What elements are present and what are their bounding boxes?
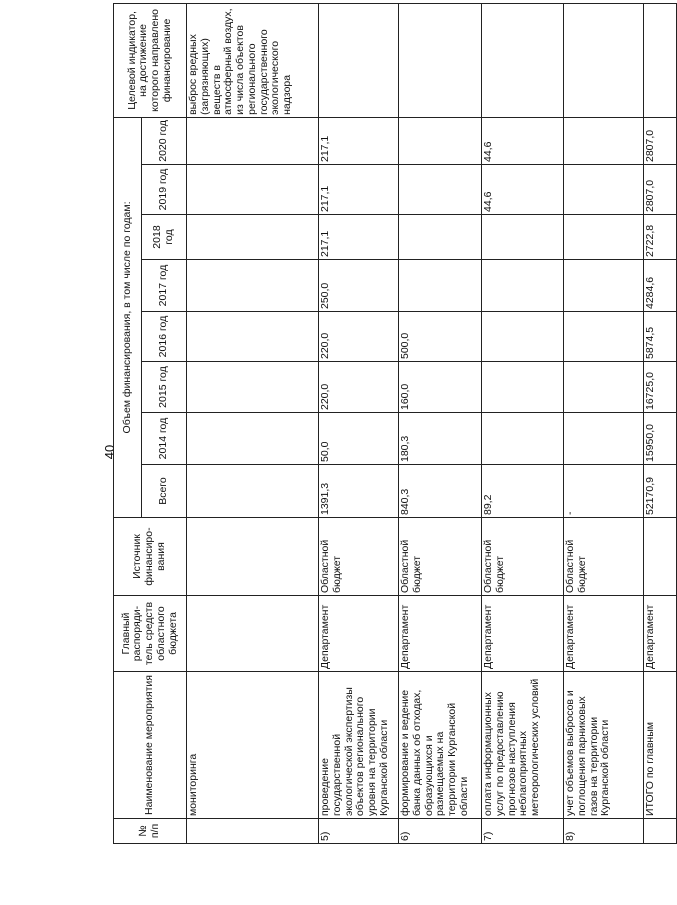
row-num-cell: 5) bbox=[319, 819, 399, 844]
row-source-cell: Областной бюджет bbox=[482, 518, 564, 596]
row-source-cell: Областной бюджет bbox=[399, 518, 482, 596]
row-year-value-cell: 50,0 bbox=[319, 413, 399, 465]
page-number: 40 bbox=[102, 444, 117, 460]
row-num-cell bbox=[187, 819, 319, 844]
row-source-cell bbox=[187, 518, 319, 596]
table-row bbox=[399, 3, 482, 843]
row-year-value-cell: 217,1 bbox=[319, 117, 399, 164]
header-indicator: Целевой индикатор, на достижение которого направлено финансирование bbox=[114, 3, 187, 117]
row-year-value-cell bbox=[482, 312, 564, 362]
header-row bbox=[114, 3, 142, 843]
row-year-value-cell bbox=[399, 215, 482, 260]
table-row bbox=[644, 3, 677, 843]
row-year-value-cell bbox=[564, 215, 644, 260]
row-num-cell: 7) bbox=[482, 819, 564, 844]
row-year-value-cell bbox=[187, 362, 319, 413]
row-year-value-cell: 220,0 bbox=[319, 312, 399, 362]
rotated-table-container bbox=[113, 8, 656, 844]
row-year-value-cell: 160,0 bbox=[399, 362, 482, 413]
row-name-cell: формирование и ведение банка данных об отходах, образующихся и размещаемых на территории Курганской области bbox=[399, 672, 482, 819]
row-year-value-cell: 217,1 bbox=[319, 215, 399, 260]
row-year-value-cell bbox=[482, 362, 564, 413]
row-indicator-cell bbox=[482, 3, 564, 117]
row-total-cell: 89,2 bbox=[482, 465, 564, 518]
header-manager: Главный распоряди-тель средств областного бюджета bbox=[114, 596, 187, 672]
row-name-cell: ИТОГО по главным bbox=[644, 672, 677, 819]
row-year-value-cell: 250,0 bbox=[319, 260, 399, 312]
header-year-2015: 2015 год bbox=[142, 362, 187, 413]
header-year-2020: 2020 год bbox=[142, 117, 187, 164]
header-funding-group: Объем финансирования, в том числе по годам: bbox=[114, 117, 142, 517]
row-year-value-cell bbox=[399, 117, 482, 164]
row-manager-cell: Департамент bbox=[482, 596, 564, 672]
row-year-value-cell bbox=[187, 413, 319, 465]
row-year-value-cell: 4284,6 bbox=[644, 260, 677, 312]
header-total: Всего bbox=[142, 465, 187, 518]
row-indicator-cell bbox=[644, 3, 677, 117]
header-year-2017: 2017 год bbox=[142, 260, 187, 312]
row-year-value-cell bbox=[399, 260, 482, 312]
row-year-value-cell bbox=[564, 117, 644, 164]
row-manager-cell: Департамент bbox=[564, 596, 644, 672]
funding-table bbox=[113, 3, 677, 844]
header-year-2018: 2018 год bbox=[142, 215, 187, 260]
row-year-value-cell bbox=[564, 362, 644, 413]
row-year-value-cell: 44,6 bbox=[482, 117, 564, 164]
row-year-value-cell bbox=[564, 165, 644, 215]
row-year-value-cell bbox=[187, 215, 319, 260]
row-total-cell: 840,3 bbox=[399, 465, 482, 518]
row-year-value-cell bbox=[187, 312, 319, 362]
row-year-value-cell: 220,0 bbox=[319, 362, 399, 413]
row-name-cell: оплата информационных услуг по предоставлению прогнозов наступления неблагоприятных метеорологических условий bbox=[482, 672, 564, 819]
row-indicator-cell bbox=[319, 3, 399, 117]
row-indicator-cell: выброс вредных (загрязняющих) веществ в атмосферный воздух, из числа объектов регионального государственного экологического надзора bbox=[187, 3, 319, 117]
row-manager-cell: Департамент bbox=[399, 596, 482, 672]
row-num-cell: 6) bbox=[399, 819, 482, 844]
row-total-cell: 1391,3 bbox=[319, 465, 399, 518]
row-total-cell: 52170,9 bbox=[644, 465, 677, 518]
row-year-value-cell: 44,6 bbox=[482, 165, 564, 215]
row-year-value-cell: 2722,8 bbox=[644, 215, 677, 260]
row-year-value-cell bbox=[187, 260, 319, 312]
row-num-cell: 8) bbox=[564, 819, 644, 844]
header-name: Наименование мероприятия bbox=[114, 672, 187, 819]
row-manager-cell bbox=[187, 596, 319, 672]
row-year-value-cell: 15950,0 bbox=[644, 413, 677, 465]
table-row bbox=[187, 3, 319, 843]
row-source-cell: Областной бюджет bbox=[564, 518, 644, 596]
row-year-value-cell bbox=[187, 117, 319, 164]
table-row bbox=[319, 3, 399, 843]
row-source-cell: Областной бюджет bbox=[319, 518, 399, 596]
row-num-cell bbox=[644, 819, 677, 844]
row-year-value-cell bbox=[564, 260, 644, 312]
row-name-cell: мониторинга bbox=[187, 672, 319, 819]
row-year-value-cell: 217,1 bbox=[319, 165, 399, 215]
row-manager-cell: Департамент bbox=[644, 596, 677, 672]
row-total-cell bbox=[187, 465, 319, 518]
table-body bbox=[187, 3, 677, 843]
header-year-2014: 2014 год bbox=[142, 413, 187, 465]
row-year-value-cell bbox=[482, 260, 564, 312]
row-name-cell: учет объемов выбросов и поглощения парниковых газов на территории Курганской области bbox=[564, 672, 644, 819]
row-year-value-cell: 2807,0 bbox=[644, 165, 677, 215]
header-num: № п/п bbox=[114, 819, 187, 844]
header-year-2016: 2016 год bbox=[142, 312, 187, 362]
row-indicator-cell bbox=[399, 3, 482, 117]
row-year-value-cell: 500,0 bbox=[399, 312, 482, 362]
row-year-value-cell bbox=[482, 215, 564, 260]
row-year-value-cell bbox=[564, 312, 644, 362]
row-year-value-cell bbox=[187, 165, 319, 215]
row-source-cell bbox=[644, 518, 677, 596]
row-total-cell: - bbox=[564, 465, 644, 518]
table-row bbox=[564, 3, 644, 843]
row-year-value-cell: 5874,5 bbox=[644, 312, 677, 362]
row-year-value-cell: 180,3 bbox=[399, 413, 482, 465]
row-year-value-cell bbox=[482, 413, 564, 465]
table-row bbox=[482, 3, 564, 843]
row-year-value-cell bbox=[399, 165, 482, 215]
row-manager-cell: Департамент bbox=[319, 596, 399, 672]
header-year-2019: 2019 год bbox=[142, 165, 187, 215]
header-source: Источник финансиро-вания bbox=[114, 518, 187, 596]
row-year-value-cell: 16725,0 bbox=[644, 362, 677, 413]
row-year-value-cell: 2807,0 bbox=[644, 117, 677, 164]
row-name-cell: проведение государственной экологической экспертизы объектов регионального уровня на территории Курганской области bbox=[319, 672, 399, 819]
row-indicator-cell bbox=[564, 3, 644, 117]
row-year-value-cell bbox=[564, 413, 644, 465]
